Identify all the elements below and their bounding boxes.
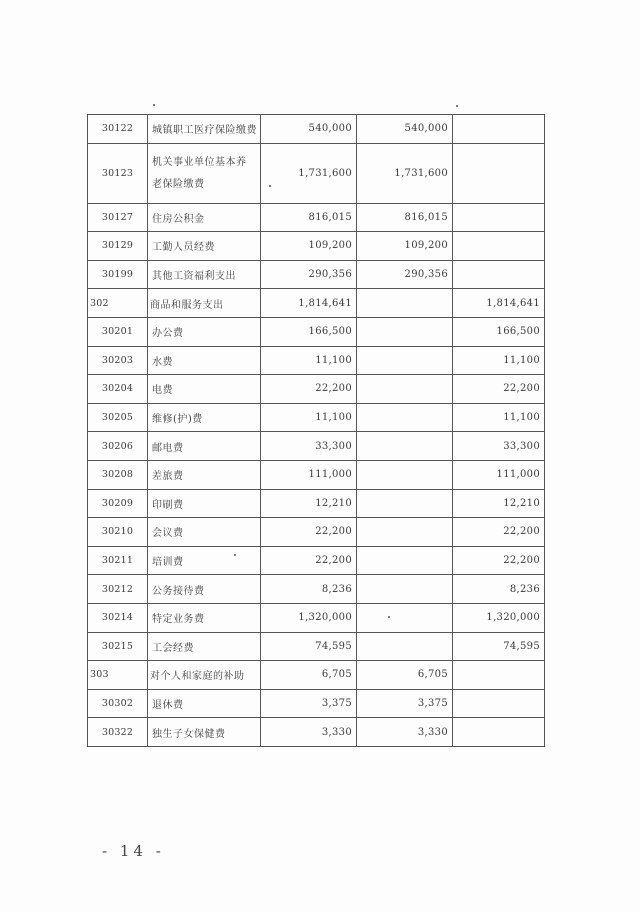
table-row [88,546,545,575]
project-expenditure-cell [453,661,545,690]
table-row [88,489,545,518]
budget-expenditure-table [87,114,545,747]
economic-code-cell: 30199 [88,260,148,289]
item-name-cell: 电费 [148,375,261,404]
table-row [88,632,545,661]
economic-code-cell: 30209 [88,489,148,518]
basic-expenditure-cell: 6,705 [357,661,453,690]
total-amount-cell: 11,100 [261,346,357,375]
total-amount-cell: 166,500 [261,317,357,346]
page-number: - 14 - [102,842,165,860]
project-expenditure-cell [453,203,545,232]
table-row [88,518,545,547]
table-row [88,432,545,461]
total-amount-cell: 22,200 [261,546,357,575]
economic-code-cell: 30129 [88,232,148,261]
project-expenditure-cell [453,718,545,747]
economic-code-cell: 30204 [88,375,148,404]
total-amount-cell: 33,300 [261,432,357,461]
project-expenditure-cell: 22,200 [453,375,545,404]
project-expenditure-cell [453,115,545,144]
item-name-cell: 水费 [148,346,261,375]
basic-expenditure-cell [357,375,453,404]
basic-expenditure-cell [357,632,453,661]
item-name-cell: 住房公积金 [148,203,261,232]
economic-code-cell: 30123 [88,143,148,203]
scan-speck [153,104,155,106]
project-expenditure-cell: 111,000 [453,460,545,489]
project-expenditure-cell: 22,200 [453,518,545,547]
basic-expenditure-cell [357,546,453,575]
total-amount-cell: 11,100 [261,403,357,432]
table-row [88,115,545,144]
item-name-cell: 工勤人员经费 [148,232,261,261]
table-row [88,317,545,346]
item-name-cell: 对个人和家庭的补助 [148,661,261,690]
table-row [88,232,545,261]
total-amount-cell: 540,000 [261,115,357,144]
item-name-cell: 工会经费 [148,632,261,661]
table-row [88,260,545,289]
project-expenditure-cell: 22,200 [453,546,545,575]
economic-code-cell: 30205 [88,403,148,432]
project-expenditure-cell [453,232,545,261]
project-expenditure-cell: 166,500 [453,317,545,346]
table-row-category [88,289,545,318]
total-amount-cell: 22,200 [261,375,357,404]
basic-expenditure-cell: 1,731,600 [357,143,453,203]
table-row-category [88,661,545,690]
basic-expenditure-cell [357,403,453,432]
total-amount-cell: 109,200 [261,232,357,261]
basic-expenditure-cell [357,460,453,489]
total-amount-cell: 6,705 [261,661,357,690]
total-amount-cell: 1,814,641 [261,289,357,318]
total-amount-cell: 1,731,600 [261,143,357,203]
economic-code-cell: 30201 [88,317,148,346]
table-row [88,575,545,604]
total-amount-cell: 290,356 [261,260,357,289]
basic-expenditure-cell [357,518,453,547]
table-row [88,143,545,203]
project-expenditure-cell: 11,100 [453,346,545,375]
item-name-cell: 培训费 [148,546,261,575]
economic-code-cell: 303 [88,661,148,690]
basic-expenditure-cell: 290,356 [357,260,453,289]
economic-code-cell: 30322 [88,718,148,747]
total-amount-cell: 74,595 [261,632,357,661]
project-expenditure-cell: 33,300 [453,432,545,461]
table-row [88,375,545,404]
item-name-cell: 独生子女保健费 [148,718,261,747]
item-name-cell: 差旅费 [148,460,261,489]
table-row [88,603,545,632]
item-name-cell: 会议费 [148,518,261,547]
total-amount-cell: 3,375 [261,689,357,718]
economic-code-cell: 30302 [88,689,148,718]
item-name-cell: 邮电费 [148,432,261,461]
economic-code-cell: 30206 [88,432,148,461]
project-expenditure-cell: 1,320,000 [453,603,545,632]
total-amount-cell: 1,320,000 [261,603,357,632]
table-row [88,718,545,747]
project-expenditure-cell: 12,210 [453,489,545,518]
basic-expenditure-cell: 3,330 [357,718,453,747]
economic-code-cell: 30211 [88,546,148,575]
item-name-cell: 其他工资福利支出 [148,260,261,289]
project-expenditure-cell [453,689,545,718]
project-expenditure-cell [453,143,545,203]
item-name-cell: 特定业务费 [148,603,261,632]
basic-expenditure-cell [357,603,453,632]
total-amount-cell: 3,330 [261,718,357,747]
economic-code-cell: 30203 [88,346,148,375]
basic-expenditure-cell [357,289,453,318]
basic-expenditure-cell [357,346,453,375]
basic-expenditure-cell [357,317,453,346]
economic-code-cell: 30122 [88,115,148,144]
budget-table-body [88,115,545,747]
total-amount-cell: 22,200 [261,518,357,547]
basic-expenditure-cell [357,432,453,461]
basic-expenditure-cell [357,575,453,604]
basic-expenditure-cell: 540,000 [357,115,453,144]
economic-code-cell: 30215 [88,632,148,661]
total-amount-cell: 12,210 [261,489,357,518]
project-expenditure-cell [453,260,545,289]
item-name-cell: 商品和服务支出 [148,289,261,318]
economic-code-cell: 30208 [88,460,148,489]
total-amount-cell: 8,236 [261,575,357,604]
table-row [88,346,545,375]
basic-expenditure-cell: 109,200 [357,232,453,261]
basic-expenditure-cell: 3,375 [357,689,453,718]
table-row [88,203,545,232]
economic-code-cell: 30127 [88,203,148,232]
item-name-cell: 印刷费 [148,489,261,518]
table-row [88,689,545,718]
economic-code-cell: 30210 [88,518,148,547]
item-name-cell: 退休费 [148,689,261,718]
table-row [88,460,545,489]
item-name-cell: 机关事业单位基本养老保险缴费 [148,143,261,203]
item-name-cell: 维修(护)费 [148,403,261,432]
basic-expenditure-cell: 816,015 [357,203,453,232]
economic-code-cell: 30212 [88,575,148,604]
project-expenditure-cell: 11,100 [453,403,545,432]
total-amount-cell: 816,015 [261,203,357,232]
economic-code-cell: 30214 [88,603,148,632]
basic-expenditure-cell [357,489,453,518]
item-name-cell: 公务接待费 [148,575,261,604]
project-expenditure-cell: 8,236 [453,575,545,604]
item-name-cell: 办公费 [148,317,261,346]
scan-speck [456,105,458,107]
economic-code-cell: 302 [88,289,148,318]
project-expenditure-cell: 74,595 [453,632,545,661]
table-row [88,403,545,432]
project-expenditure-cell: 1,814,641 [453,289,545,318]
item-name-cell: 城镇职工医疗保险缴费 [148,115,261,144]
total-amount-cell: 111,000 [261,460,357,489]
